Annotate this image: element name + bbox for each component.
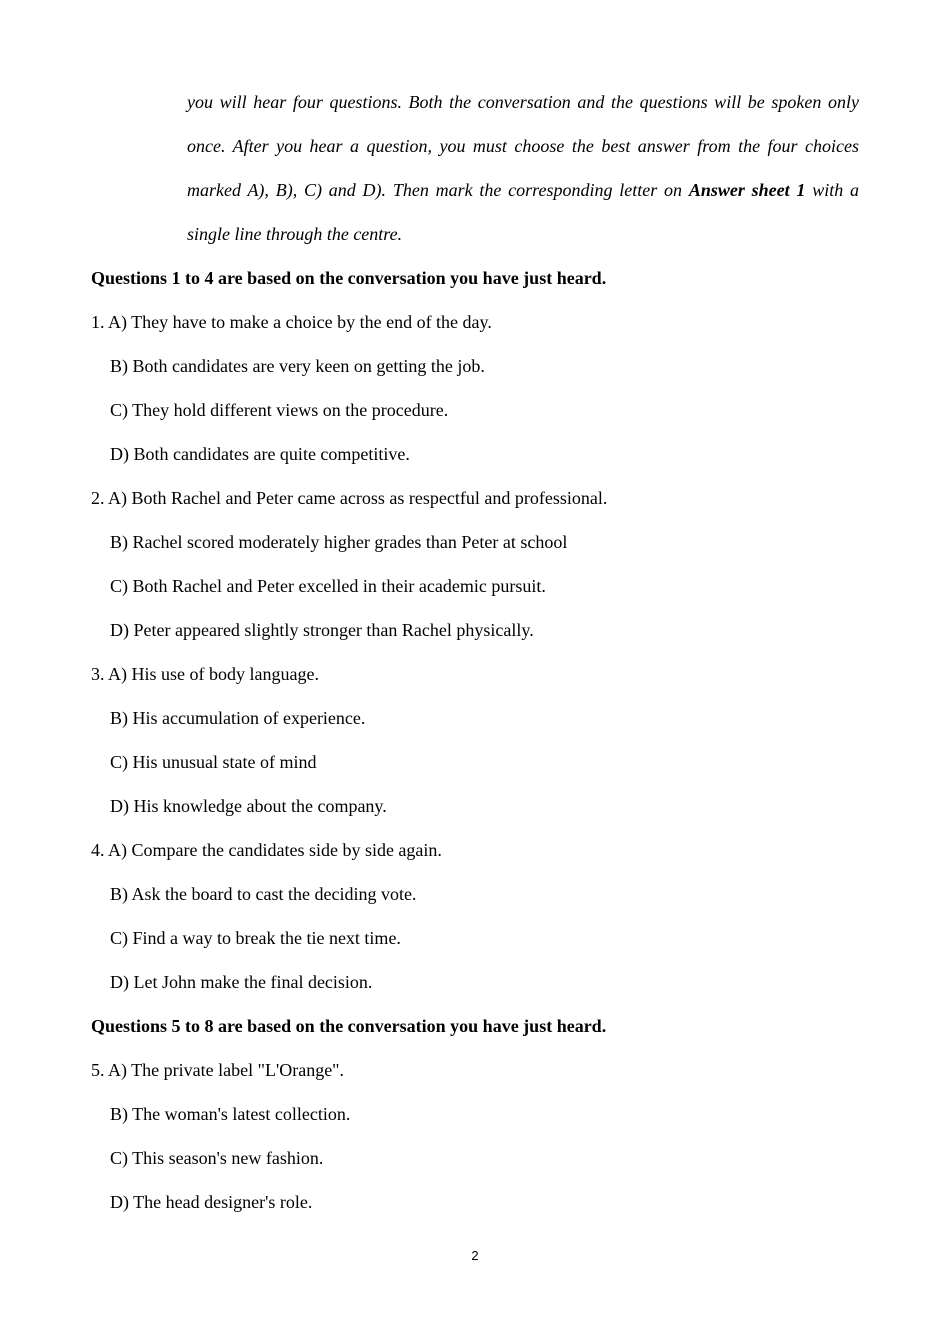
question-number: 4.	[91, 840, 105, 860]
question-4-option-d: D) Let John make the final decision.	[110, 972, 373, 992]
question-1-option-c: C) They hold different views on the procedure.	[110, 400, 449, 420]
option-text: A) His use of body language.	[108, 664, 319, 684]
question-3-option-c: C) His unusual state of mind	[110, 752, 317, 772]
question-number: 5.	[91, 1060, 105, 1080]
question-5-option-a	[91, 1048, 344, 1092]
question-3-option-d: D) His knowledge about the company.	[110, 796, 387, 816]
question-number: 1.	[91, 312, 105, 332]
question-2-option-a	[91, 476, 607, 520]
option-text: A) Compare the candidates side by side again.	[108, 840, 442, 860]
question-1-option-b: B) Both candidates are very keen on getting the job.	[110, 356, 485, 376]
question-1-option-a	[91, 300, 492, 344]
instructions-text-end: with a single line through the centre.	[187, 180, 859, 244]
question-number: 2.	[91, 488, 105, 508]
question-1-option-d: D) Both candidates are quite competitive.	[110, 444, 410, 464]
question-2-option-d: D) Peter appeared slightly stronger than Rachel physically.	[110, 620, 534, 640]
page-number: 2	[471, 1248, 479, 1263]
question-5-option-b: B) The woman's latest collection.	[110, 1104, 351, 1124]
instructions-text: you will hear four questions. Both the conversation and the questions will be spoken only once. After you hear a question, you must choose the best answer from the four choices marked A), B), C) and D). Then mark the corresponding letter on	[187, 92, 859, 200]
answer-sheet-reference: Answer sheet 1	[688, 180, 806, 200]
question-5-option-c: C) This season's new fashion.	[110, 1148, 324, 1168]
option-text: A) The private label "L'Orange".	[108, 1060, 345, 1080]
option-text: A) They have to make a choice by the end of the day.	[108, 312, 492, 332]
question-4-option-c: C) Find a way to break the tie next time.	[110, 928, 401, 948]
question-4-option-a	[91, 828, 442, 872]
question-3-option-a	[91, 652, 319, 696]
question-2-option-c: C) Both Rachel and Peter excelled in their academic pursuit.	[110, 576, 546, 596]
section-heading: Questions 5 to 8 are based on the conversation you have just heard.	[91, 1016, 607, 1036]
section-heading: Questions 1 to 4 are based on the conversation you have just heard.	[91, 268, 607, 288]
question-2-option-b: B) Rachel scored moderately higher grades than Peter at school	[110, 532, 568, 552]
question-5-option-d: D) The head designer's role.	[110, 1192, 313, 1212]
listening-instructions	[187, 80, 859, 256]
question-3-option-b: B) His accumulation of experience.	[110, 708, 366, 728]
question-4-option-b: B) Ask the board to cast the deciding vote.	[110, 884, 417, 904]
question-number: 3.	[91, 664, 105, 684]
option-text: A) Both Rachel and Peter came across as respectful and professional.	[108, 488, 608, 508]
